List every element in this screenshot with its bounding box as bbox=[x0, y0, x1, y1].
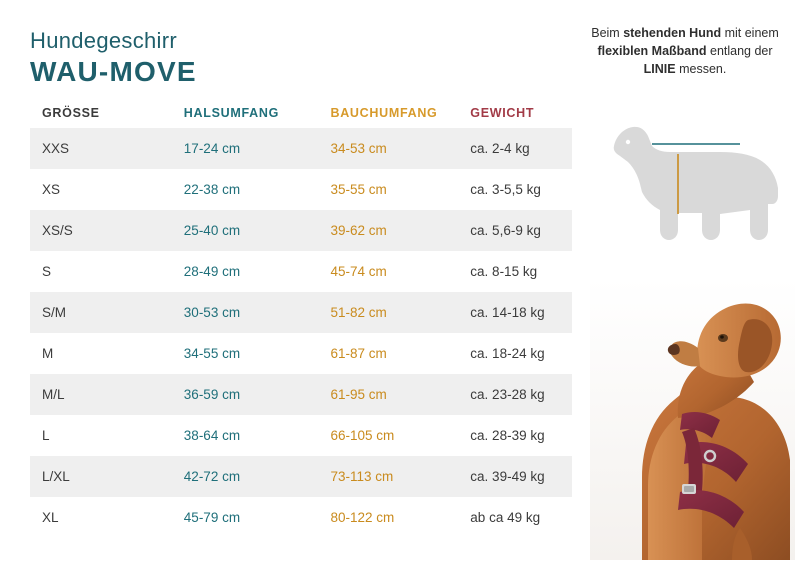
cell-belly: 45-74 cm bbox=[330, 264, 387, 279]
table-row bbox=[30, 415, 572, 456]
table-row bbox=[30, 497, 572, 538]
cell-neck: 42-72 cm bbox=[183, 469, 241, 484]
cell-belly: 80-122 cm bbox=[330, 510, 395, 525]
table-row bbox=[30, 292, 572, 333]
cell-belly: 35-55 cm bbox=[330, 182, 387, 197]
cell-weight: ca. 39-49 kg bbox=[470, 469, 545, 484]
table-header-row bbox=[30, 98, 572, 128]
table-row bbox=[30, 456, 572, 497]
cell-belly: 61-87 cm bbox=[330, 346, 387, 361]
cell-size: M bbox=[42, 346, 54, 361]
table-row bbox=[30, 210, 572, 251]
note-bold-measuring-tape: Maßband bbox=[651, 44, 707, 59]
cell-weight: ca. 3-5,5 kg bbox=[470, 182, 541, 197]
cell-size: XS bbox=[42, 182, 61, 197]
size-table bbox=[30, 98, 572, 538]
note-bold-flexible: flexiblen bbox=[597, 44, 649, 59]
cell-size: S bbox=[42, 264, 52, 279]
cell-weight: ca. 5,6-9 kg bbox=[470, 223, 541, 238]
column-header-belly: BAUCHUMFANG bbox=[330, 106, 438, 120]
cell-weight: ca. 23-28 kg bbox=[470, 387, 545, 402]
vizsla-dog-wearing-harness-photo bbox=[590, 278, 795, 560]
table-row bbox=[30, 128, 572, 169]
cell-neck: 36-59 cm bbox=[183, 387, 241, 402]
cell-weight: ca. 18-24 kg bbox=[470, 346, 545, 361]
cell-neck: 34-55 cm bbox=[183, 346, 241, 361]
table-row bbox=[30, 333, 572, 374]
note-text-part5: messen. bbox=[675, 62, 727, 77]
cell-weight: ca. 14-18 kg bbox=[470, 305, 545, 320]
cell-weight: ca. 8-15 kg bbox=[470, 264, 538, 279]
cell-weight: ca. 28-39 kg bbox=[470, 428, 545, 443]
cell-belly: 39-62 cm bbox=[330, 223, 387, 238]
cell-neck: 28-49 cm bbox=[183, 264, 241, 279]
cell-size: S/M bbox=[42, 305, 67, 320]
cell-neck: 30-53 cm bbox=[183, 305, 241, 320]
cell-neck: 45-79 cm bbox=[183, 510, 241, 525]
measuring-instruction-note bbox=[580, 24, 790, 78]
dog-measuring-diagram bbox=[600, 118, 790, 253]
note-text-part2: mit einem bbox=[721, 26, 779, 40]
cell-neck: 17-24 cm bbox=[183, 141, 241, 156]
cell-belly: 51-82 cm bbox=[330, 305, 387, 320]
product-category-title: Hundegeschirr bbox=[30, 28, 177, 53]
cell-belly: 66-105 cm bbox=[330, 428, 395, 443]
cell-weight: ca. 2-4 kg bbox=[470, 141, 530, 156]
cell-size: L bbox=[42, 428, 50, 443]
column-header-weight: GEWICHT bbox=[470, 106, 535, 120]
note-text-part4: entlang der bbox=[706, 44, 773, 59]
cell-neck: 25-40 cm bbox=[183, 223, 241, 238]
column-header-size: GRÖSSE bbox=[42, 106, 100, 120]
product-name-title: WAU-MOVE bbox=[30, 56, 197, 88]
note-text-part1: Beim bbox=[591, 26, 624, 40]
table-row bbox=[30, 374, 572, 415]
table-row bbox=[30, 169, 572, 210]
product-photo bbox=[590, 278, 795, 560]
cell-size: XS/S bbox=[42, 223, 73, 238]
note-bold-line: LINIE bbox=[643, 62, 676, 77]
page-title bbox=[30, 28, 197, 89]
cell-belly: 61-95 cm bbox=[330, 387, 387, 402]
dog-standing-silhouette-icon bbox=[600, 118, 790, 253]
cell-belly: 73-113 cm bbox=[330, 469, 394, 484]
cell-neck: 22-38 cm bbox=[183, 182, 241, 197]
note-bold-standing-dog: stehenden Hund bbox=[623, 26, 722, 40]
cell-size: XL bbox=[42, 510, 59, 525]
cell-weight: ab ca 49 kg bbox=[470, 510, 541, 525]
table-row bbox=[30, 251, 572, 292]
cell-belly: 34-53 cm bbox=[330, 141, 387, 156]
cell-neck: 38-64 cm bbox=[183, 428, 241, 443]
column-header-neck: HALSUMFANG bbox=[183, 106, 279, 120]
cell-size: L/XL bbox=[42, 469, 70, 484]
cell-size: M/L bbox=[42, 387, 65, 402]
cell-size: XXS bbox=[42, 141, 70, 156]
